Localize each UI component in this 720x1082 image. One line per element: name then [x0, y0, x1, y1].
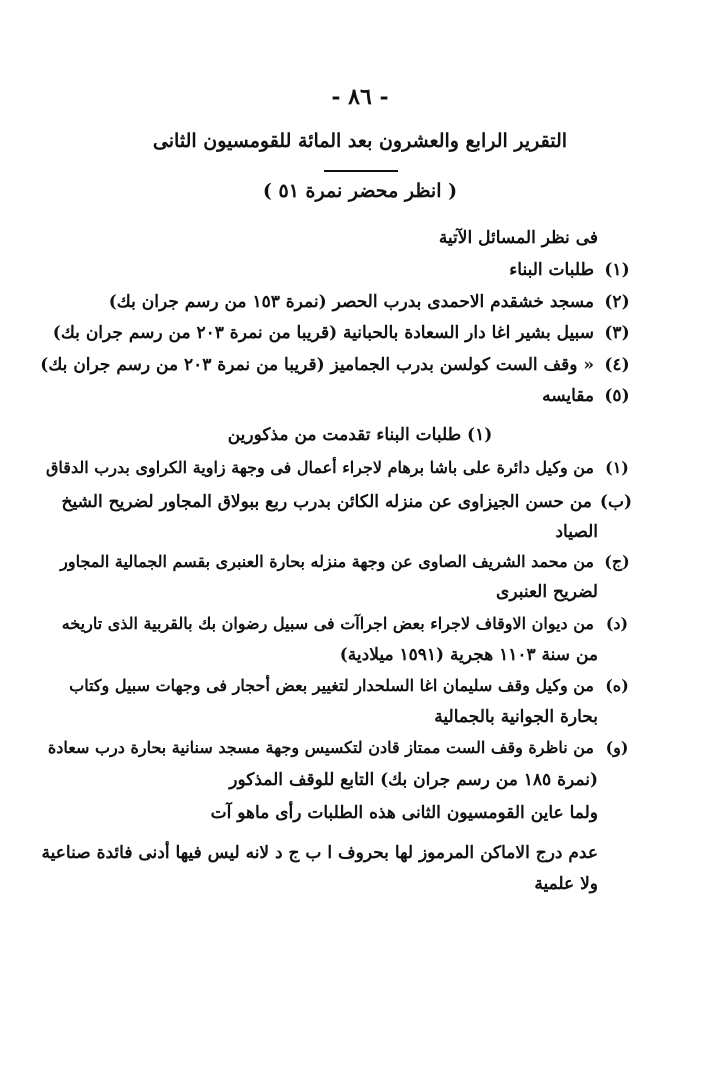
- agenda-item-text: سبيل بشير اغا دار السعادة بالحبانية (قريبا من نمرة ٢٠٣ من رسم جران بك): [52, 323, 594, 343]
- request-text: من وكيل وقف سليمان اغا السلحدار لتغيير بعض أحجار فى وجهات سبيل وكتاب: [69, 676, 594, 695]
- agenda-item-text: « وقف الست كولسن بدرب الجماميز (قريبا من نمرة ٢٠٣ من رسم جران بك): [40, 355, 594, 375]
- agenda-item: [509, 260, 632, 280]
- agenda-intro: فى نظر المسائل الآتية: [438, 228, 598, 248]
- agenda-item: [53, 323, 632, 343]
- agenda-item-text: مسجد خشقدم الاحمدى بدرب الحصر (نمرة ١٥٣ من رسم جران بك): [108, 292, 594, 312]
- request-letter: (ج): [604, 552, 630, 571]
- request-text: من وكيل دائرة على باشا برهام لاجراء أعمال فى وجهة زاوية الكراوى بدرب الدقاق: [46, 458, 594, 477]
- commission-remark: ولما عاين القومسيون الثانى هذه الطلبات رأى ماهو آت: [210, 803, 598, 823]
- agenda-item: [109, 292, 632, 312]
- agenda-item-number: (١): [604, 260, 630, 280]
- agenda-item-number: (٢): [604, 292, 630, 312]
- agenda-item-number: (٥): [604, 386, 630, 406]
- request-item: [62, 492, 633, 512]
- conclusion-text: عدم درج الاماكن المرموز لها بحروف ا ب ج د لانه ليس فيها أدنى فائدة صناعية: [41, 843, 598, 863]
- title-divider: [324, 170, 398, 172]
- request-text: من محمد الشريف الصاوى عن وجهة منزله بحارة العنبرى بقسم الجمالية المجاور: [60, 552, 594, 571]
- request-letter: (د): [605, 614, 629, 633]
- request-item: [62, 614, 632, 633]
- request-item: [46, 458, 632, 477]
- request-letter: (ه): [605, 676, 629, 695]
- request-item: [48, 738, 632, 757]
- agenda-item-text: مقايسه: [542, 386, 594, 406]
- agenda-item-text: طلبات البناء: [509, 260, 594, 280]
- request-text-continuation: من سنة ١١٠٣ هجرية (١٥٩١ ميلادية): [339, 645, 598, 665]
- agenda-item-number: (٤): [604, 355, 630, 375]
- request-text: من ديوان الاوقاف لاجراء بعض اجراآت فى سبيل رضوان بك بالقربية الذى تاريخه: [61, 614, 594, 633]
- request-text-continuation: الصياد: [555, 522, 598, 542]
- page-number: - ٨٦ -: [331, 84, 389, 110]
- agenda-item-number: (٣): [604, 323, 630, 343]
- conclusion-text-continuation: ولا علمية: [534, 874, 598, 894]
- minutes-reference: ( انظر محضر نمرة ٥١ ): [262, 180, 458, 202]
- request-letter: (و): [605, 738, 629, 757]
- request-text-continuation: (نمرة ١٨٥ من رسم جران بك) التابع للوقف المذكور: [229, 770, 598, 790]
- request-letter: (١): [605, 458, 629, 477]
- request-text-continuation: بحارة الجوانية بالجمالية: [434, 707, 598, 727]
- request-item: [69, 676, 632, 695]
- request-item: [60, 552, 632, 571]
- report-title: التقرير الرابع والعشرون بعد المائة للقومسيون الثانى: [152, 130, 568, 152]
- agenda-item: [542, 386, 632, 406]
- request-text: من ناظرة وقف الست ممتاز قادن لتكسيس وجهة مسجد سنانية بحارة درب سعادة: [47, 738, 594, 757]
- request-letter: (ب): [599, 492, 632, 512]
- request-text-continuation: لضريح العنبرى: [496, 582, 598, 602]
- agenda-item: [40, 355, 632, 375]
- request-text: من حسن الجيزاوى عن منزله الكائن بدرب ربع ببولاق المجاور لضريح الشيخ: [61, 492, 592, 512]
- section-heading: (١) طلبات البناء تقدمت من مذكورين: [227, 425, 493, 445]
